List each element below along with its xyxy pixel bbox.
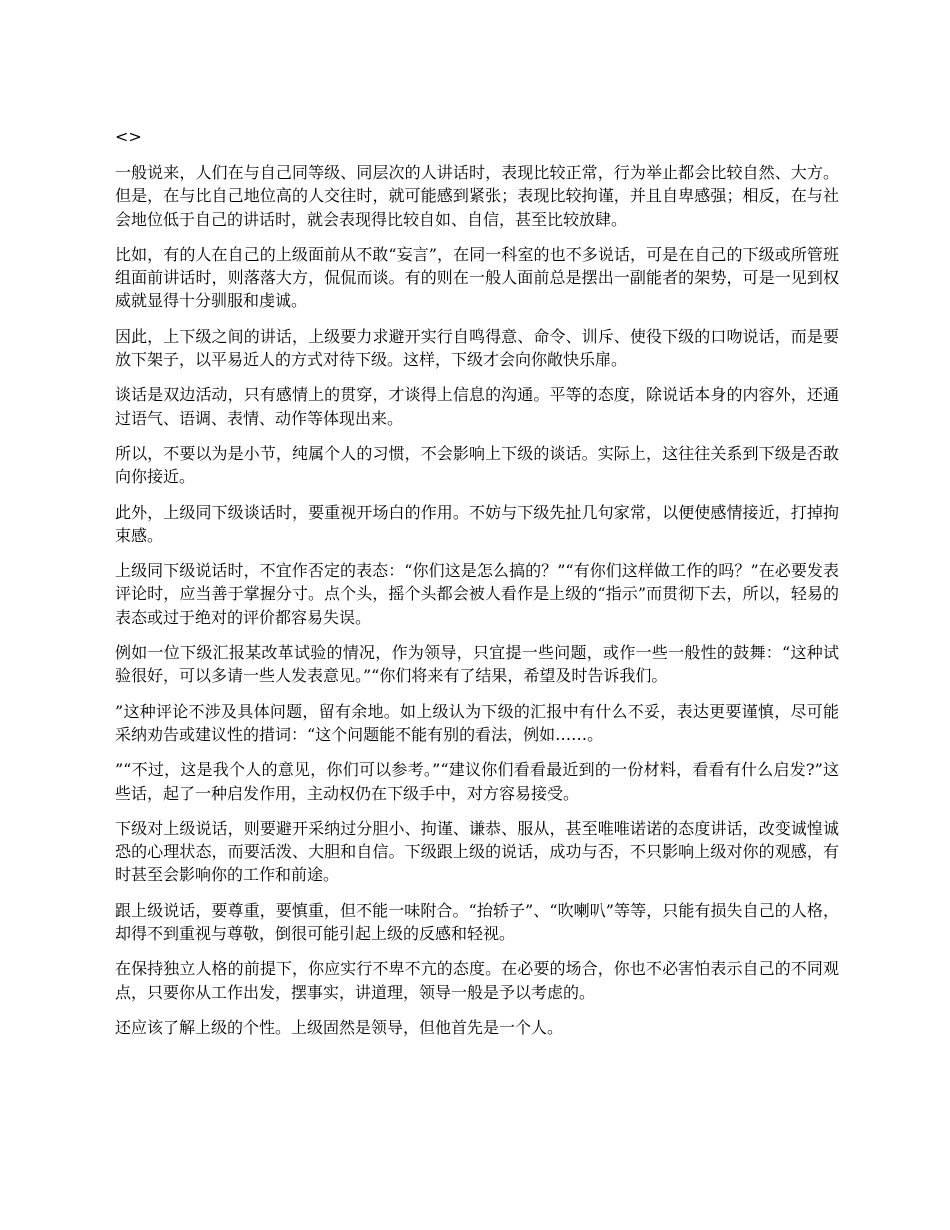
paragraph-1: 一般说来，人们在与自己同等级、同层次的人讲话时，表现比较正常，行为举止都会比较自然、大方。但是，在与比自己地位高的人交往时，就可能感到紧张；表现比较拘谨，并且自卑感强；相反，在与社会地位低于自己的讲话时，就会表现得比较自如、自信，甚至比较放肆。: [115, 163, 839, 229]
paragraph-14: 还应该了解上级的个性。上级固然是领导，但他首先是一个人。: [115, 1017, 564, 1037]
document-title-mark: <>: [115, 127, 142, 146]
paragraph-12: 跟上级说话，要尊重，要慎重，但不能一味附合。“抬轿子”、“吹喇叭”等等，只能有损失自己的人格，却得不到重视与尊敬，倒很可能引起上级的反感和轻视。: [115, 900, 839, 944]
paragraph-5: 所以，不要以为是小节，纯属个人的习惯，不会影响上下级的谈话。实际上，这往往关系到下级是否敢向你接近。: [115, 443, 839, 487]
paragraph-13: 在保持独立人格的前提下，你应实行不卑不亢的态度。在必要的场合，你也不必害怕表示自己的不同观点，只要你从工作出发，摆事实，讲道理，领导一般是予以考虑的。: [115, 959, 839, 1002]
paragraph-7: 上级同下级说话时，不宜作否定的表态：“你们这是怎么搞的？”“有你们这样做工作的吗？”在必要发表评论时，应当善于掌握分寸。点个头，摇个头都会被人看作是上级的“指示”而贯彻下去，所以，轻易的表态或过于绝对的评价都容易失误。: [115, 561, 839, 627]
paragraph-6: 此外，上级同下级谈话时，要重视开场白的作用。不妨与下级先扯几句家常，以便使感情接近，打掉拘束感。: [115, 502, 839, 545]
paragraph-4: 谈话是双边活动，只有感情上的贯穿，才谈得上信息的沟通。平等的态度，除说话本身的内容外，还通过语气、语调、表情、动作等体现出来。: [115, 385, 839, 428]
paragraph-9: ”这种评论不涉及具体问题，留有余地。如上级认为下级的汇报中有什么不妥，表达更要谨慎，尽可能采纳劝告或建议性的措词：“这个问题能不能有别的看法，例如……。: [115, 701, 839, 744]
paragraph-10: ”“不过，这是我个人的意见，你们可以参考。”“建议你们看看最近到的一份材料，看看有什么启发?”这些话，起了一种启发作用，主动权仍在下级手中，对方容易接受。: [115, 760, 839, 803]
paragraph-2: 比如，有的人在自己的上级面前从不敢“妄言”，在同一科室的也不多说话，可是在自己的下级或所管班组面前讲话时，则落落大方，侃侃而谈。有的则在一般人面前总是摆出一副能者的架势，可是一见到权威就显得十分驯服和虔诚。: [115, 244, 839, 311]
document-page: [115, 125, 839, 1051]
paragraph-8: 例如一位下级汇报某改革试验的情况，作为领导，只宜提一些问题，或作一些一般性的鼓舞：“这种试验很好，可以多请一些人发表意见。”“你们将来有了结果，希望及时告诉我们。: [115, 643, 839, 686]
paragraph-11: 下级对上级说话，则要避开采纳过分胆小、拘谨、谦恭、服从，甚至唯唯诺诺的态度讲话，改变诚惶诚恐的心理状态，而要活泼、大胆和自信。下级跟上级的说话，成功与否，不只影响上级对你的观感，有时甚至会影响你的工作和前途。: [115, 818, 839, 885]
paragraph-3: 因此，上下级之间的讲话，上级要力求避开实行自鸣得意、命令、训斥、使役下级的口吻说话，而是要放下架子，以平易近人的方式对待下级。这样，下级才会向你敞快乐扉。: [115, 326, 839, 370]
